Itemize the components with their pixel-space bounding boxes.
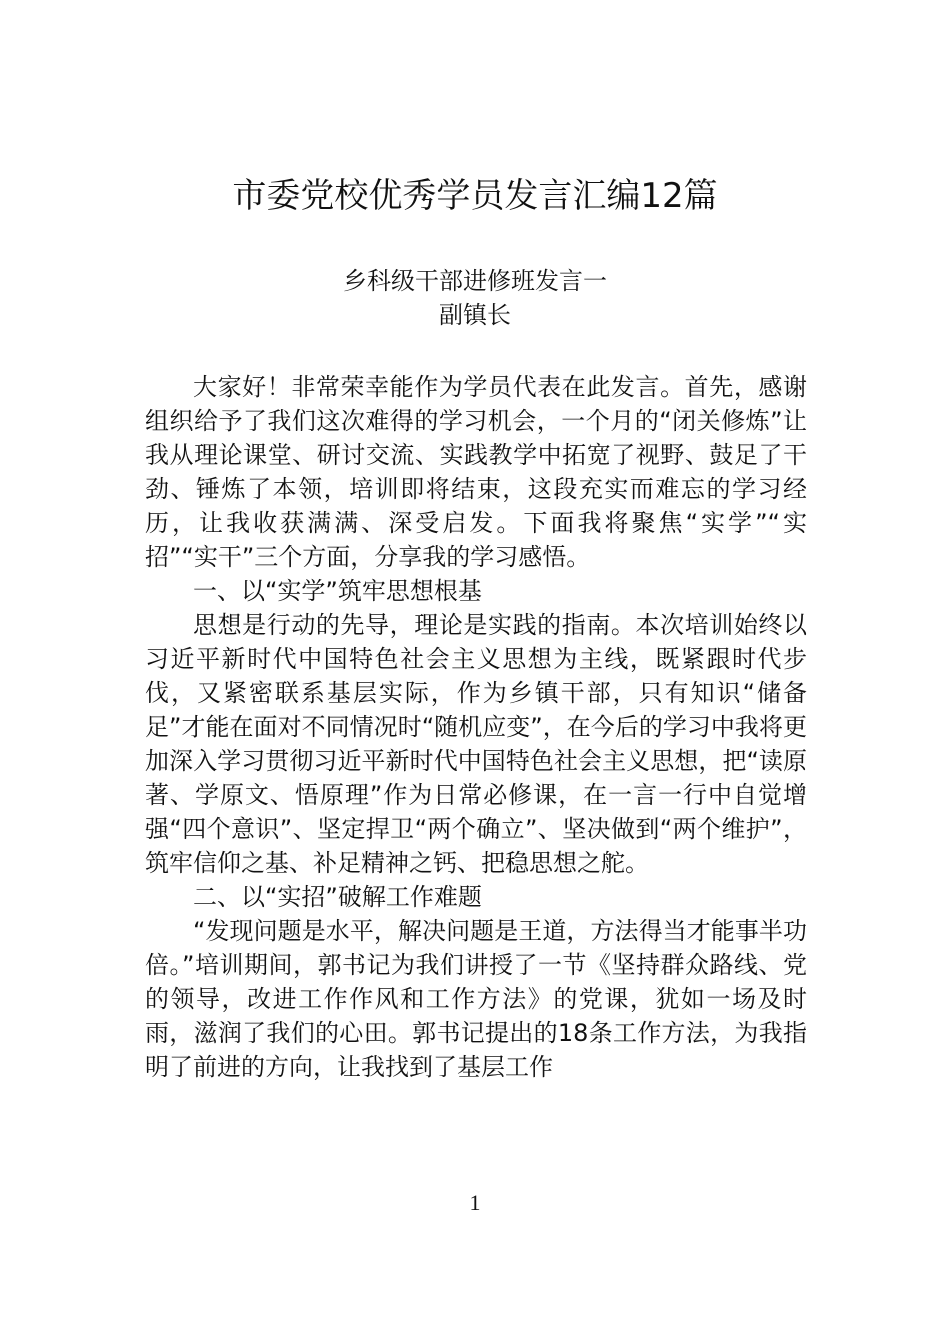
section-heading-2: 二、以“实招”破解工作难题: [193, 883, 482, 911]
paragraph-section-2: “发现问题是水平，解决问题是王道，方法得当才能事半功倍。”培训期间，郭书记为我们讲授了一节《坚持群众路线、党的领导，改进工作作风和工作方法》的党课，犹如一场及时雨，滋润了我们的心田。郭书记提出的18条工作方法，为我指明了前进的方向，让我找到了基层工作: [145, 917, 807, 1081]
paragraph-intro: 大家好！非常荣幸能作为学员代表在此发言。首先，感谢组织给予了我们这次难得的学习机会，一个月的“闭关修炼”让我从理论课堂、研讨交流、实践教学中拓宽了视野、鼓足了干劲、锤炼了本领，培训即将结束，这段充实而难忘的学习经历，让我收获满满、深受启发。下面我将聚焦“实学”“实招”“实干”三个方面，分享我的学习感悟。: [145, 373, 807, 571]
document-title: 市委党校优秀学员发言汇编12篇: [232, 176, 718, 216]
document-body: [145, 370, 807, 1084]
document-subtitle: 乡科级干部进修班发言一: [343, 267, 607, 295]
page-number: 1: [469, 1190, 481, 1215]
speaker-role: 副镇长: [439, 301, 511, 329]
section-heading-1: 一、以“实学”筑牢思想根基: [193, 577, 482, 605]
paragraph-section-1: 思想是行动的先导，理论是实践的指南。本次培训始终以习近平新时代中国特色社会主义思想为主线，既紧跟时代步伐，又紧密联系基层实际，作为乡镇干部，只有知识“储备足”才能在面对不同情况时“随机应变”，在今后的学习中我将更加深入学习贯彻习近平新时代中国特色社会主义思想，把“读原著、学原文、悟原理”作为日常必修课，在一言一行中自觉增强“四个意识”、坚定捍卫“两个确立”、坚决做到“两个维护”，筑牢信仰之基、补足精神之钙、把稳思想之舵。: [145, 611, 807, 877]
